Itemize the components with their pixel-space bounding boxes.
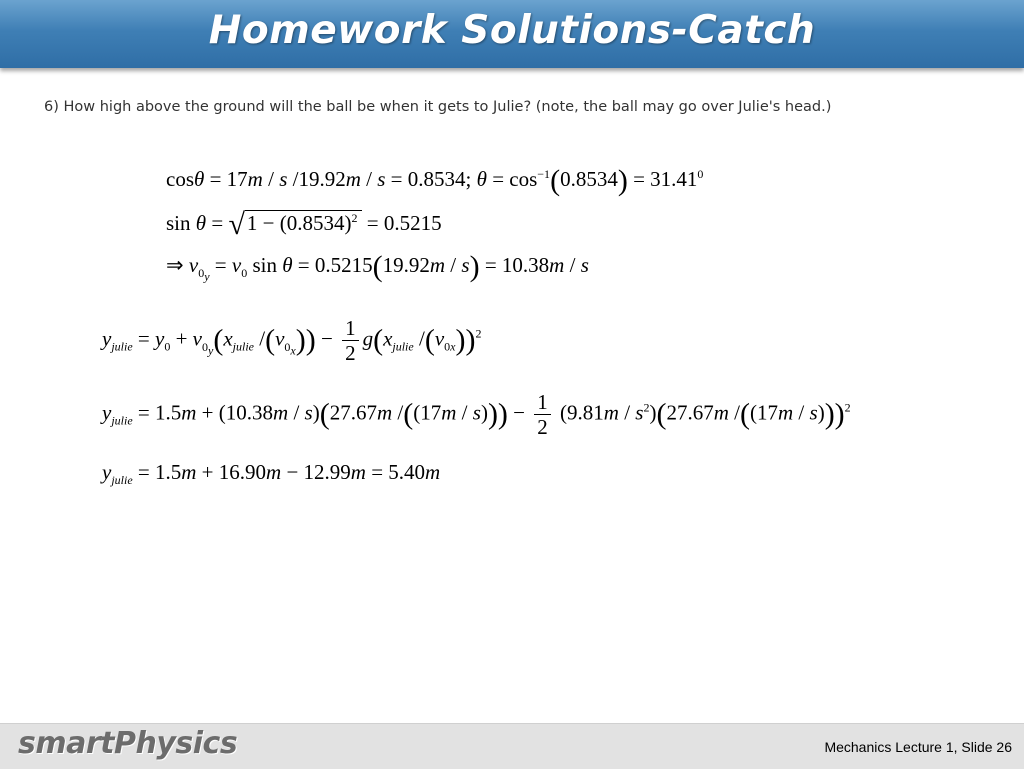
equation-result: $y_{julie} = 1.5m + 16.90m - 12.99m = 5.40m$ bbox=[102, 460, 441, 488]
slide-info: Mechanics Lecture 1, Slide 26 bbox=[824, 739, 1012, 755]
equation-velocity: ⇒ $v_{0_y} = v_0$ sin θ = 0.5215(19.92m / s) = 10.38m / s bbox=[166, 250, 589, 284]
equation-sin: $\sin \theta = √1 - (0.8534)^2 = 0.5215$ bbox=[166, 208, 442, 241]
smartphysics-logo: smartPhysics bbox=[18, 726, 238, 761]
slide-title: Homework Solutions-Catch bbox=[208, 8, 816, 53]
equation-cos: cosθ = 17m / s /19.92m / s = 0.8534; $\theta = \cos^{-1}(0.8534) = 31.41^0$ bbox=[166, 164, 704, 197]
footer-bar bbox=[0, 723, 1024, 769]
question-text: 6) How high above the ground will the ball be when it gets to Julie? (note, the ball may go over Julie's head.) bbox=[44, 99, 832, 115]
title-bar bbox=[0, 0, 1024, 68]
equation-numeric: $y_{julie} = 1.5m + (10.38m / s)(27.67m$ /((17m / s))) − $\frac{1}{2}$ $(9.81m / s^2)(27.67m$ /((17m / s)))$^2$ bbox=[102, 390, 851, 439]
equation-general: $y_{julie} = y_0 + v_{0_y}(x_{julie}$ $/(v_{0_x})$) − $\frac{1}{2}$ $g(x_{julie}$ $/(v_{0x}))^2$ bbox=[102, 316, 482, 365]
